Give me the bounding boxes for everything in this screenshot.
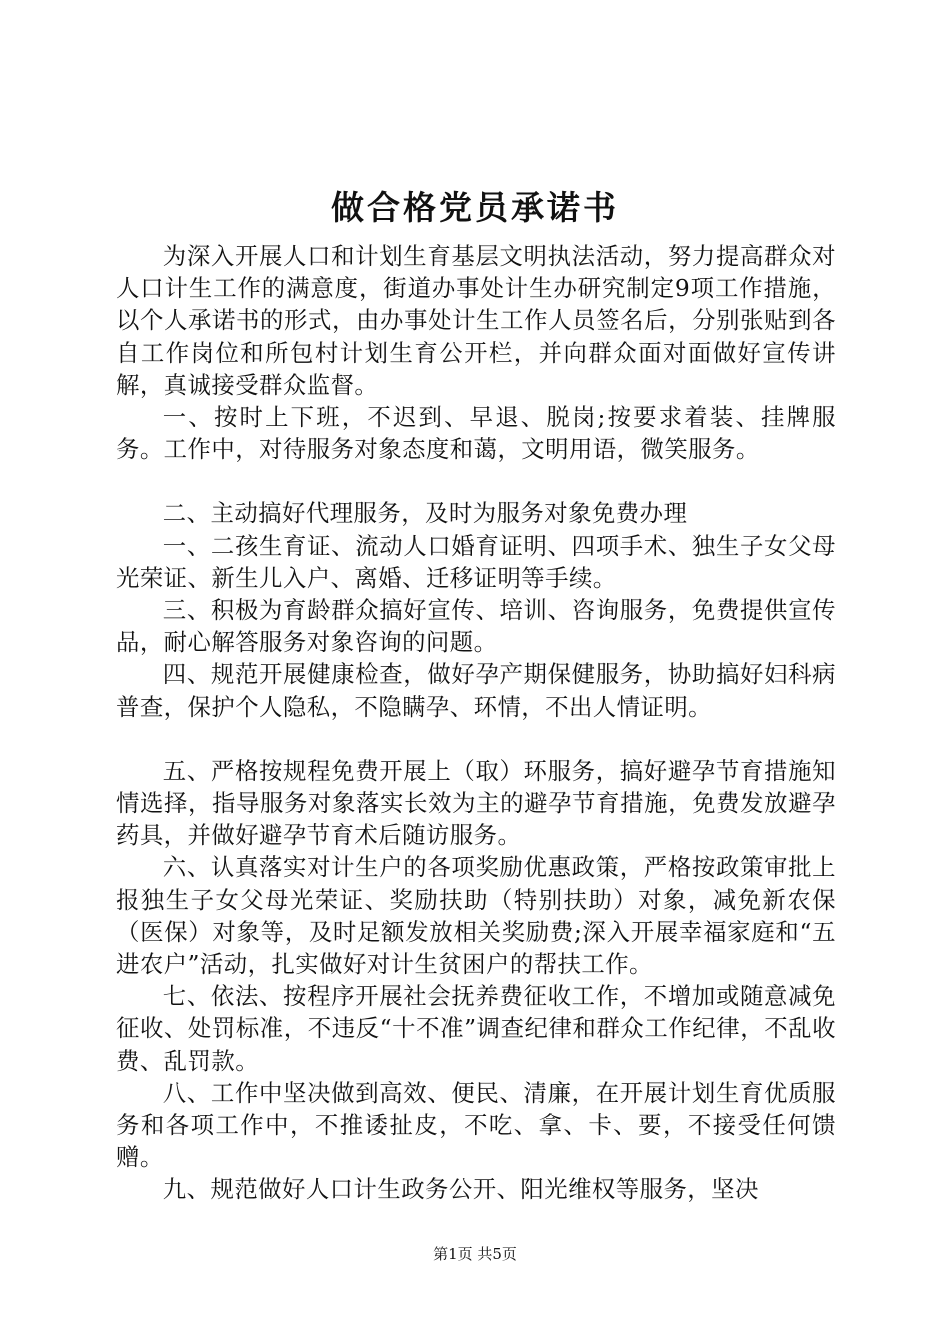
document-body: [116, 240, 836, 1206]
paragraph-item-5: 五、严格按规程免费开展上（取）环服务，搞好避孕节育措施知情选择，指导服务对象落实长效为主的避孕节育措施，免费发放避孕药具，并做好避孕节育术后随访服务。: [116, 756, 836, 850]
paragraph-item-6: 六、认真落实对计生户的各项奖励优惠政策，严格按政策审批上报独生子女父母光荣证、奖励扶助（特别扶助）对象，减免新农保（医保）对象等，及时足额发放相关奖励费;深入开展幸福家庭和“五进农户”活动，扎实做好对计生贫困户的帮扶工作。: [116, 853, 836, 979]
paragraph-item-1: 一、按时上下班，不迟到、早退、脱岗;按要求着装、挂牌服务。工作中，对待服务对象态度和蔼，文明用语，微笑服务。: [116, 403, 836, 464]
paragraph-item-7: 七、依法、按程序开展社会抚养费征收工作，不增加或随意减免征收、处罚标准，不违反“十不准”调查纪律和群众工作纪律，不乱收费、乱罚款。: [116, 982, 836, 1075]
page-number: 第1页 共5页: [433, 1245, 517, 1263]
paragraph-item-2: 二、主动搞好代理服务，及时为服务对象免费办理: [162, 499, 688, 528]
paragraph-item-8: 八、工作中坚决做到高效、便民、清廉，在开展计划生育优质服务和各项工作中，不推诿扯皮，不吃、拿、卡、要，不接受任何馈赠。: [116, 1078, 836, 1172]
paragraph-item-3: 三、积极为育龄群众搞好宣传、培训、咨询服务，免费提供宣传品，耐心解答服务对象咨询的问题。: [116, 596, 836, 657]
paragraph-item-9: 九、规范做好人口计生政务公开、阳光维权等服务，坚决: [162, 1175, 759, 1204]
paragraph-item-4: 四、规范开展健康检查，做好孕产期保健服务，协助搞好妇科病普查，保护个人隐私，不隐瞒孕、环情，不出人情证明。: [116, 660, 836, 721]
paragraph-item-2-continued: 一、二孩生育证、流动人口婚育证明、四项手术、独生子女父母光荣证、新生儿入户、离婚、迁移证明等手续。: [116, 531, 836, 592]
document-title: 做合格党员承诺书: [331, 188, 619, 227]
paragraph-intro: 为深入开展人口和计划生育基层文明执法活动，努力提高群众对人口计生工作的满意度，街道办事处计生办研究制定9项工作措施，以个人承诺书的形式，由办事处计生工作人员签名后，分别张贴到各自工作岗位和所包村计划生育公开栏，并向群众面对面做好宣传讲解，真诚接受群众监督。: [116, 242, 836, 399]
